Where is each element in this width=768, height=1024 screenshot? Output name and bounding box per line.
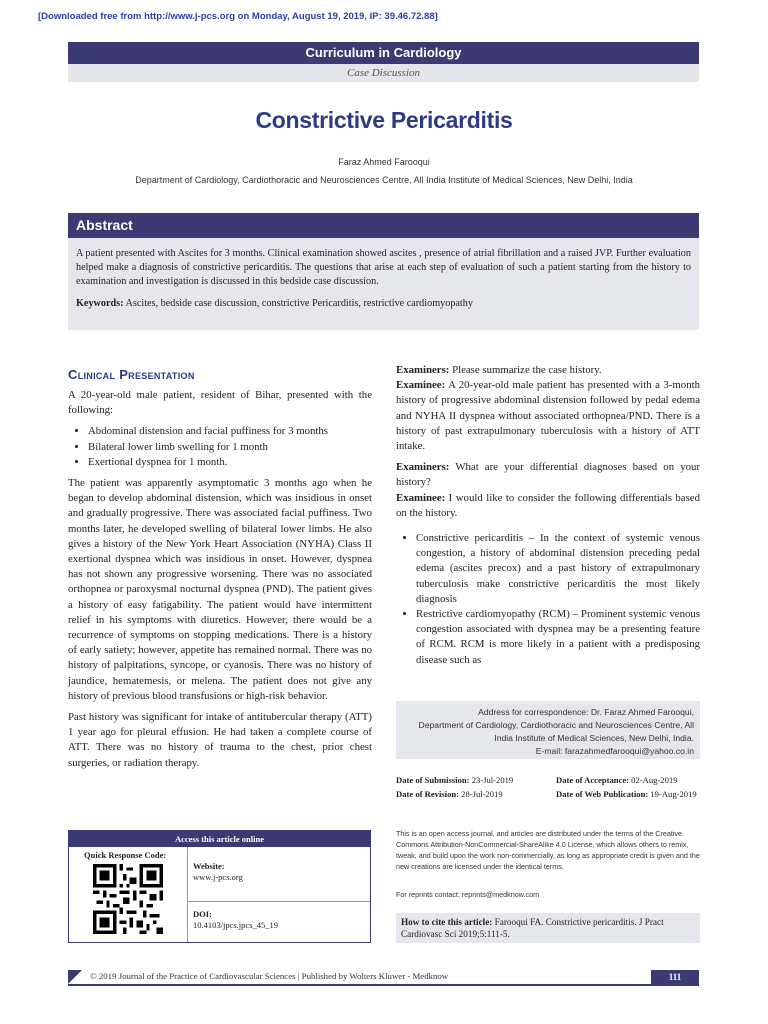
reprints-contact: For reprints contact: reprints@medknow.com	[396, 890, 540, 899]
list-item: • Abdominal distension and facial puffiness for 3 months	[88, 424, 372, 439]
abstract-header	[68, 213, 699, 238]
keywords-label: Keywords:	[76, 298, 124, 309]
speaker-label: Examiners:	[396, 364, 450, 376]
date-label: Date of Submission:	[396, 775, 470, 785]
date-label: Date of Web Publication:	[556, 789, 649, 799]
discussion-question	[396, 363, 700, 378]
access-online-box	[68, 830, 371, 943]
correspondence-line: Address for correspondence: Dr. Faraz Ahmed Farooqui,	[478, 707, 694, 717]
revision-date	[396, 787, 556, 801]
access-heading: Access this article online	[69, 831, 370, 847]
discussion-text: A 20-year-old male patient has presented with a 3-month history of progressive abdominal distension followed by pedal edema and NYHA II dyspnea without associated orthopnea/PND. There is a history of past extrapulmonary tuberculosis with a history of ATT intake.	[396, 379, 700, 453]
page-footer	[68, 970, 699, 986]
article-dates	[396, 773, 700, 801]
section-banner: Curriculum in Cardiology	[68, 42, 699, 64]
doi-block	[193, 909, 278, 931]
clinical-presentation-heading: Clinical Presentation	[68, 367, 195, 382]
clinical-intro: A 20-year-old male patient, resident of Bihar, presented with the following:	[68, 389, 372, 417]
affiliation: Department of Cardiology, Cardiothoracic and Neurosciences Centre, All India Institute of Medical Sciences, New Delhi, India	[135, 175, 633, 185]
keywords-text: Ascites, bedside case discussion, constrictive Pericarditis, restrictive cardiomyopathy	[123, 298, 473, 309]
discussion-question	[396, 460, 700, 490]
list-item: • Exertional dyspnea for 1 month.	[88, 455, 372, 470]
correspondence-line: Department of Cardiology, Cardiothoracic and Neurosciences Centre, All	[418, 720, 694, 730]
symptom-list	[68, 424, 372, 470]
article-title: Constrictive Pericarditis	[255, 107, 513, 133]
footer-text: © 2019 Journal of the Practice of Cardiovascular Sciences | Published by Wolters Kluwer - Medknow	[90, 971, 449, 981]
differential-list	[396, 531, 700, 668]
correspondence-email[interactable]: E-mail: farazahmedfarooqui@yahoo.co.in	[535, 746, 694, 756]
download-note: [Downloaded free from http://www.j-pcs.org on Monday, August 19, 2019, IP: 39.46.72.88]	[38, 11, 438, 22]
acceptance-date	[556, 773, 678, 787]
abstract-text: A patient presented with Ascites for 3 months. Clinical examination showed ascites , presence of atrial fibrillation and a raised JVP. Further evaluation helped make a diagnosis of constrictive pericarditis. The questions that arise at each step of evaluation of such a patient starting from the history to examination and investigation is discussed in this bedside case discussion.	[76, 248, 691, 287]
discussion-answer	[396, 378, 700, 454]
speaker-label: Examinee:	[396, 379, 446, 392]
doi-value[interactable]: 10.4103/jpcs.jpcs_45_19	[193, 920, 278, 930]
clinical-paragraph: The patient was apparently asymptomatic 3 months ago when he began to develop abdominal distension, which was insidious in onset and gradually progressive. There was associated facial puffiness. Two months later, he developed swelling of bilateral lower limbs. He also gives a history of the New York Heart Association (NYHA) Class II exertional dyspnea which was insidious in onset. However, dyspnea has not shown any progressive worsening. There was no associated orthopnea or paroxysmal nocturnal dyspnea (PND). The patient gives a history of easy fatigability. The patient would have intermittent relief in his symptoms with diuretics. However, there would be a recurrence of symptoms on stopping medications. There is a history of early satiety; however, appetite has remained normal. There was no history of palpitations, syncope, or cyanosis. There was no history of jaundice, hematemesis, or melena. The patient does not give any history of previous blood transfusions or high-risk behavior.	[68, 477, 372, 702]
date-value: 23-Jul-2019	[469, 775, 514, 785]
discussion-text: I would like to consider the following differentials based on the history.	[396, 491, 700, 519]
list-item: • Bilateral lower limb swelling for 1 month	[88, 440, 372, 455]
date-label: Date of Revision:	[396, 789, 460, 799]
correspondence-box	[396, 701, 700, 759]
list-item: • Constrictive pericarditis – In the context of systemic venous congestion, a history of abdominal distension preceding pedal edema (ascites precox) and a past history of extrapulmonary tuberculosis make constrictive pericarditis the most likely diagnosis	[416, 531, 700, 607]
correspondence-line: India Institute of Medical Sciences, New Delhi, India.	[494, 733, 694, 743]
license-text: This is an open access journal, and articles are distributed under the terms of the Creative Commons Attribution-NonCommercial-ShareAlike 4.0 License, which allows others to remix, tweak, and build upon the work non-commercially, as long as appropriate credit is given and the new creations are licensed under the identical terms.	[396, 829, 700, 871]
discussion-text: What are your differential diagnoses based on your history?	[396, 461, 700, 489]
footer-triangle-icon	[68, 970, 82, 984]
website-label: Website:	[193, 861, 225, 871]
author: Faraz Ahmed Farooqui	[338, 157, 430, 167]
qr-code-icon[interactable]	[93, 864, 163, 934]
qr-label: Quick Response Code:	[84, 850, 167, 860]
discussion-text: Please summarize the case history.	[449, 364, 602, 376]
date-value: 19-Aug-2019	[648, 789, 697, 799]
abstract-body	[68, 238, 699, 330]
citation-label: How to cite this article:	[401, 917, 493, 927]
speaker-label: Examinee:	[396, 491, 446, 504]
subsection-banner: Case Discussion	[68, 64, 699, 82]
left-column	[68, 388, 372, 777]
divider	[187, 901, 370, 902]
list-item: • Restrictive cardiomyopathy (RCM) – Prominent systemic venous congestion associated with dyspnea may be a presenting feature of RCM. RCM is more likely in a patient with a predisposing disease such as	[416, 607, 700, 668]
date-value: 02-Aug-2019	[629, 775, 678, 785]
website-block	[193, 861, 243, 883]
publication-date	[556, 787, 697, 801]
submission-date	[396, 773, 556, 787]
clinical-paragraph: Past history was significant for intake of antitubercular therapy (ATT) 1 year ago for pleural effusion. He had taken a complete course of ATT. There was no history of trauma to the chest, prior chest surgeries, or radiation therapy.	[68, 711, 372, 769]
citation-box	[396, 913, 700, 943]
citation-text: Farooqui FA. Constrictive pericarditis. J Pract Cardiovasc Sci 2019;5:111-5.	[401, 917, 664, 939]
date-value: 28-Jul-2019	[459, 789, 503, 799]
abstract-heading: Abstract	[76, 217, 133, 233]
doi-label: DOI:	[193, 909, 212, 919]
right-column	[396, 363, 700, 674]
speaker-label: Examiners:	[396, 461, 450, 474]
qr-cell	[69, 847, 188, 942]
date-label: Date of Acceptance:	[556, 775, 630, 785]
website-link[interactable]: www.j-pcs.org	[193, 872, 243, 882]
discussion-answer	[396, 491, 700, 521]
keywords	[76, 297, 691, 311]
page-number: 111	[651, 970, 699, 984]
